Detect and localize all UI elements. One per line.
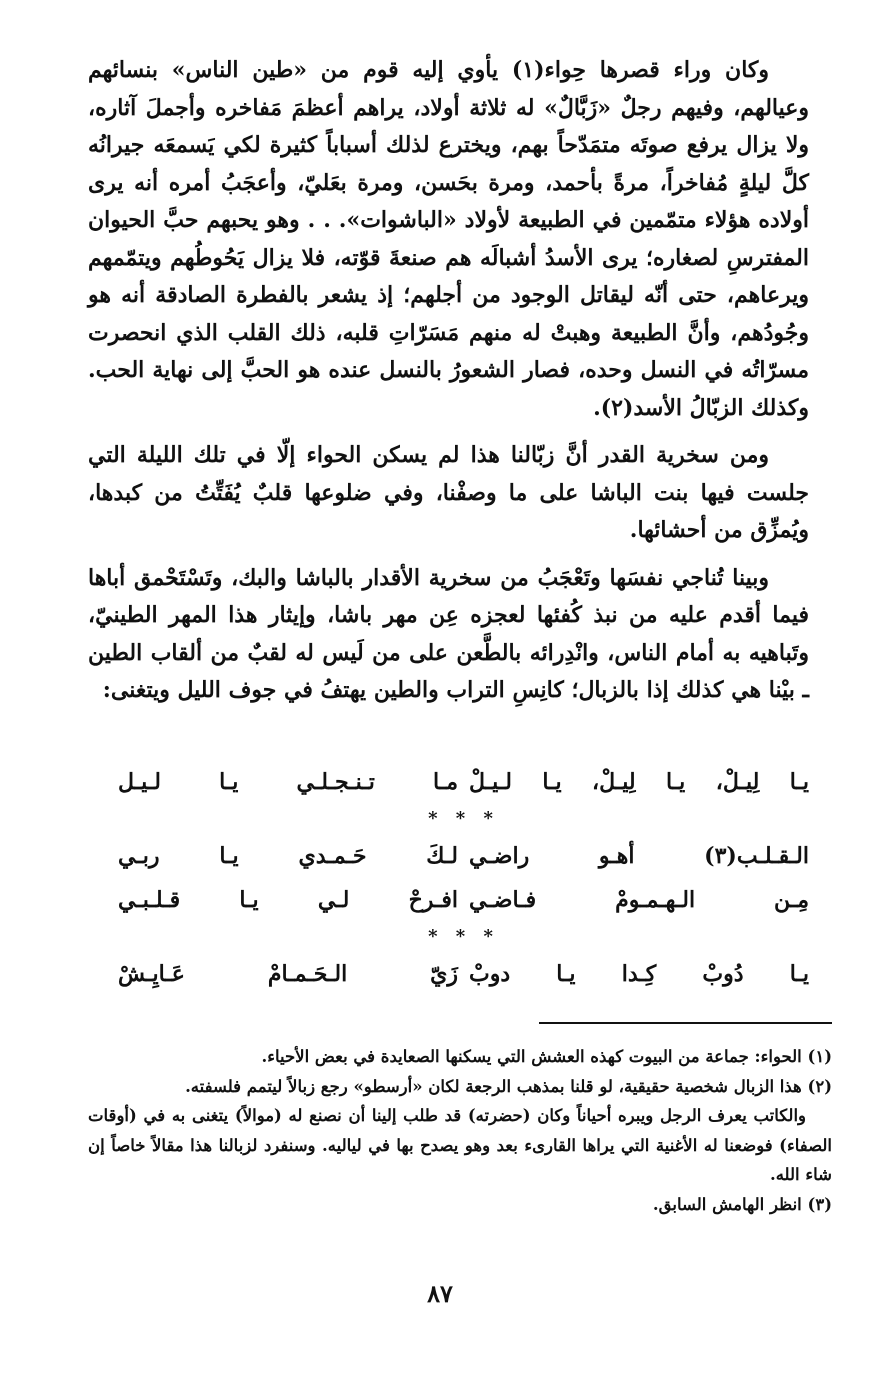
- paragraph-2: ومن سخرية القدر أنَّ زبّالنا هذا لم يسكن الحواء إلّا في تلك الليلة التي جلست فيها بنت الباشا على ما وصفْنا، وفي ضلوعها قلبٌ يُفَتِّتُ من كبدها، ويُمزِّق من أحشائها.: [88, 442, 809, 543]
- footnote-2-continued: والكاتب يعرف الرجل ويبره أحياناً وكان (حضرته) قد طلب إلينا أن نصنع له (موالاً) يتغنى به في (أوقات الصفاء) فوضعنا له الأغنية التي يراها القارىء بعد وهو يصدح بها في لياليه. وسنفرد لزبالنا هذا مقالاً خاصاً إن شاء الله.: [88, 1106, 832, 1185]
- verse-hemistich: الـقـلـب(٣) أهـو راضـي: [469, 843, 809, 869]
- verse-hemistich: مـا تـنـجـلـي يـا لـيـل: [118, 769, 458, 795]
- footnote-2: (٢) هذا الزبال شخصية حقيقية، لو قلنا بمذهب الرجعة لكان «أرسطو» رجع زبالاً ليتمم فلسفته.: [185, 1076, 832, 1096]
- footnote-divider: [539, 1022, 832, 1024]
- footnote-3: (٣) انظر الهامش السابق.: [652, 1194, 832, 1214]
- paragraph-3: وبينا تُناجي نفسَها وتَعْجَبُ من سخرية الأقدار بالباشا والبك، وتَسْتَحْمق أباها فيما أقدم عليه من نبذ كُفئها لعجزه عِن مهر باشا، وإيثار هذا المهر الطينيّ، وتَباهيه به أمام الناس، وانْدِرائه بالطَّعن على من لَيس له لقبٌ من ألقاب الطين ـ بيْنا هي كذلك إذا بالزبال؛ كانِسِ التراب والطين يهتفُ في جوف الليل ويتغنى:: [88, 564, 809, 703]
- verse-hemistich: يـا لِيـلْ، يـا لِيـلْ، يـا لـيـلْ: [469, 769, 809, 795]
- page-number: ٨٧: [427, 1279, 453, 1308]
- poem-verse: [118, 834, 809, 878]
- verse-hemistich: لـكَ حَـمـدي يـا ربـي: [118, 843, 458, 869]
- section-stars: * * *: [428, 808, 499, 829]
- verse-hemistich: زَيّ الـحَـمـامْ عَـايِـشْ: [118, 961, 458, 987]
- poem: [118, 760, 809, 996]
- verse-hemistich: افـرحْ لـي يـا قـلـبـي: [118, 887, 458, 913]
- poem-verse: [118, 760, 809, 804]
- verse-hemistich: مِـن الـهـمـومْ فـاضـي: [469, 887, 809, 913]
- verse-hemistich: يـا دُوبْ كِـدا يـا دوبْ: [469, 961, 809, 987]
- poem-verse: [118, 878, 809, 922]
- main-text: [88, 52, 809, 710]
- footnote-1: (١) الحواء: جماعة من البيوت كهذه العشش التي يسكنها الصعايدة في بعض الأحياء.: [261, 1047, 832, 1066]
- poem-verse: [118, 952, 809, 996]
- paragraph-1: وكان وراء قصرها حِواء(١) يأوي إليه قوم من «طين الناس» بنسائهم وعيالهم، وفيهم رجلٌ «زَبَّالٌ» له ثلاثة أولاد، يراهم أعظمَ مَفاخره وأجملَ آثاره، ولا يزال يرفع صوتَه متمَدّحاً بهم، ويخترع لذلك أسباباً كثيرة لكي يَسمعَه جيرانُه كلَّ ليلةٍ مُفاخراً، مرةً بأحمد، ومرة بحَسن، ومرة بعَليّ، وأعجَبُ أمره أنه يرى أولاده هؤلاء متمّمين في الطبيعة لأولاد «الباشوات». . . وهو يحبهم حبَّ الحيوان المفترسِ لصغاره؛ يرى الأسدُ أشبالَه هم صنعةَ قوّته، فلا يزال يَحُوطُهم ويتمّمهم ويرعاهم، حتى أنّه ليقاتل الوجود من أجلهم؛ إذ يشعر بالفطرة الصادقة أنه هو وجُودُهم، وأنَّ الطبيعة وهبتْ له منهم مَسَرّاتِ قلبه، ذلك القلب الذي انحصرت مسرّاتُه في النسل وحده، فصار الشعورُ بالنسل عنده هو الحبَّ إلى نهاية الحب. وكذلك الزبّالُ الأسد(٢).: [88, 57, 809, 421]
- section-stars: * * *: [428, 926, 499, 947]
- footnotes: [88, 1042, 832, 1220]
